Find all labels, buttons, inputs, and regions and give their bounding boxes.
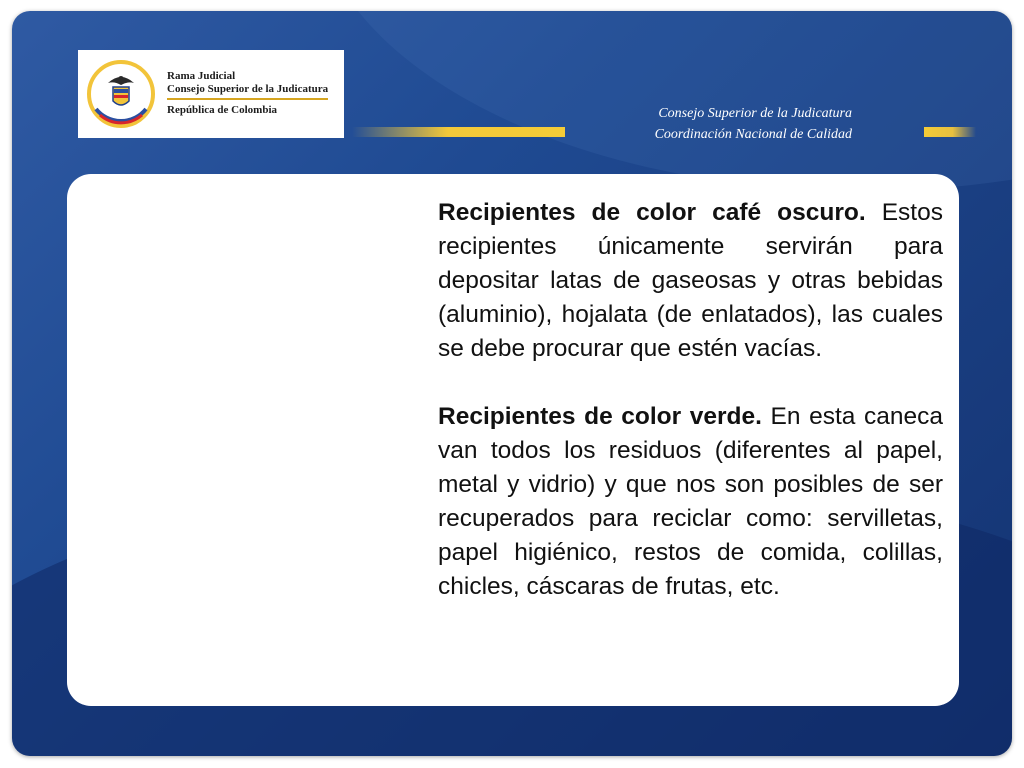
paragraph-body: Estos recipientes únicamente servirán para depositar latas de gaseosas y otras bebidas (aluminio), hojalata (de enlatados), las cuales se debe procurar que estén vacías. xyxy=(438,199,943,362)
paragraph-verde xyxy=(438,400,943,604)
background-wave-top xyxy=(312,11,1012,191)
paragraph-cafe xyxy=(438,196,943,366)
org-line-1: Consejo Superior de la Judicatura xyxy=(658,106,852,121)
accent-bar-left xyxy=(352,127,565,137)
content-card xyxy=(67,174,959,706)
org-line-2: Coordinación Nacional de Calidad xyxy=(654,127,852,142)
logo-line-1: Rama Judicial xyxy=(167,70,236,82)
content-text xyxy=(438,196,943,604)
institution-logo xyxy=(78,50,344,138)
paragraph-heading: Recipientes de color café oscuro. xyxy=(438,199,866,226)
slide xyxy=(12,11,1012,756)
logo-line-2: Consejo Superior de la Judicatura xyxy=(167,83,328,100)
paragraph-body: En esta caneca van todos los residuos (diferentes al papel, metal y vidrio) y que nos son posibles de ser recuperados para reciclar como: servilletas, papel higiénico, restos de comida, colillas, chicles, cáscaras de frutas, etc. xyxy=(438,403,944,600)
paragraph-heading: Recipientes de color verde. xyxy=(438,403,762,430)
organization-title xyxy=(655,103,852,145)
coat-of-arms-icon xyxy=(86,59,156,129)
logo-line-3: República de Colombia xyxy=(167,104,278,116)
accent-bar-right xyxy=(924,127,976,137)
